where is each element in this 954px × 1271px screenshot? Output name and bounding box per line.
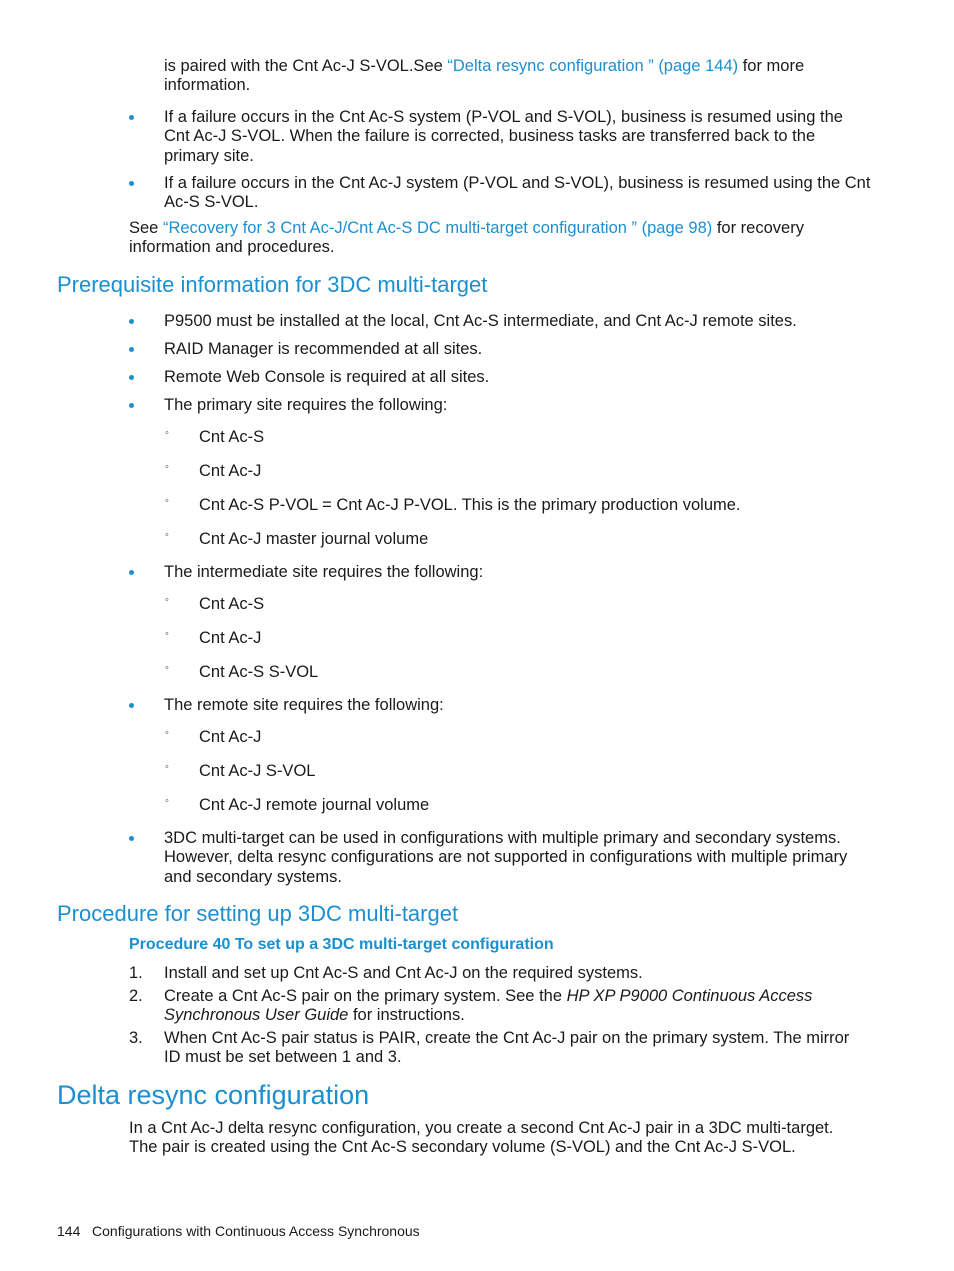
step-number: 3. [129,1029,143,1047]
sub-bullet-text: Cnt Ac-J [199,728,262,746]
sub-bullet-text: Cnt Ac-S S-VOL [199,663,319,681]
bullet-text: If a failure occurs in the Cnt Ac-S system (P-VOL and S-VOL), business is resumed using the [164,108,843,126]
sub-bullet-icon: ◦ [165,529,169,541]
heading-prerequisite: Prerequisite information for 3DC multi-target [57,272,488,297]
bullet-icon [129,347,134,352]
recovery-link[interactable]: “Recovery for 3 Cnt Ac-J/Cnt Ac-S DC multi-target configuration ” (page 98) [162,219,713,237]
sub-bullet-text: Cnt Ac-J remote journal volume [199,796,430,814]
bullet-text: The remote site requires the following: [164,696,444,714]
sub-bullet-text: Cnt Ac-J master journal volume [199,530,429,548]
bullet-text: If a failure occurs in the Cnt Ac-J system (P-VOL and S-VOL), business is resumed using the Cnt [164,174,871,192]
footer-title: Configurations with Continuous Access Synchronous [92,1223,420,1239]
guide-title: HP XP P9000 Continuous Access [566,987,813,1005]
step-text: When Cnt Ac-S pair status is PAIR, create the Cnt Ac-J pair on the primary system. The mirror [164,1029,850,1047]
bullet-text: 3DC multi-target can be used in configurations with multiple primary and secondary systems. [164,829,841,847]
intro-line-1: is paired with the Cnt Ac-J S-VOL.See “Delta resync configuration ” (page 144) for more [164,57,805,75]
heading-procedure: Procedure for setting up 3DC multi-target [57,901,459,926]
step-number: 2. [129,987,143,1005]
procedure-title: Procedure 40 To set up a 3DC multi-target configuration [129,936,554,953]
sub-bullet-icon: ◦ [165,662,169,674]
footer [57,1223,420,1239]
bullet-icon [129,115,134,120]
sub-bullet-text: Cnt Ac-J [199,629,262,647]
bullet-text: Ac-S S-VOL. [164,193,259,211]
sub-bullet-icon: ◦ [165,795,169,807]
sub-bullet-icon: ◦ [165,594,169,606]
bullet-text: The intermediate site requires the following: [164,563,484,581]
step-text: ID must be set between 1 and 3. [164,1048,402,1066]
step-text: Install and set up Cnt Ac-S and Cnt Ac-J on the required systems. [164,964,643,982]
bullet-icon [129,570,134,575]
bullet-icon [129,703,134,708]
delta-resync-link[interactable]: “Delta resync configuration ” (page 144) [447,57,739,75]
bullet-text: The primary site requires the following: [164,396,448,414]
bullet-icon [129,403,134,408]
sub-bullet-icon: ◦ [165,495,169,507]
bullet-text: and secondary systems. [164,868,342,886]
intro-line-2: information. [164,76,251,94]
sub-bullet-text: Cnt Ac-J [199,462,262,480]
bullet-icon [129,836,134,841]
bullet-text: Remote Web Console is required at all sites. [164,368,490,386]
page-number: 144 [57,1223,81,1239]
bullet-text: RAID Manager is recommended at all sites. [164,340,483,358]
bullet-icon [129,319,134,324]
bullet-icon [129,181,134,186]
see-recovery-line-2: information and procedures. [129,238,335,256]
sub-bullet-text: Cnt Ac-S [199,595,265,613]
guide-title: Synchronous User Guide [164,1006,349,1024]
sub-bullet-icon: ◦ [165,427,169,439]
bullet-text: Cnt Ac-J S-VOL. When the failure is corrected, business tasks are transferred back to the [164,127,816,145]
sub-bullet-icon: ◦ [165,628,169,640]
bullet-text: P9500 must be installed at the local, Cnt Ac-S intermediate, and Cnt Ac-J remote sites. [164,312,797,330]
sub-bullet-text: Cnt Ac-S P-VOL = Cnt Ac-J P-VOL. This is the primary production volume. [199,496,741,514]
step-text: Synchronous User Guide for instructions. [164,1006,465,1024]
bullet-text: primary site. [164,147,254,165]
sub-bullet-icon: ◦ [165,461,169,473]
sub-bullet-text: Cnt Ac-J S-VOL [199,762,316,780]
heading-delta-resync: Delta resync configuration [57,1080,370,1110]
sub-bullet-icon: ◦ [165,761,169,773]
bullet-icon [129,375,134,380]
step-text: Create a Cnt Ac-S pair on the primary system. See the HP XP P9000 Continuous Access [164,987,813,1005]
delta-paragraph-line: In a Cnt Ac-J delta resync configuration, you create a second Cnt Ac-J pair in a 3DC multi-target. [129,1119,834,1137]
sub-bullet-text: Cnt Ac-S [199,428,265,446]
see-recovery-line-1: See “Recovery for 3 Cnt Ac-J/Cnt Ac-S DC multi-target configuration ” (page 98) for recovery [129,219,804,237]
step-number: 1. [129,964,143,982]
bullet-text: However, delta resync configurations are not supported in configurations with multiple primary [164,848,848,866]
delta-paragraph-line: The pair is created using the Cnt Ac-S secondary volume (S-VOL) and the Cnt Ac-J S-VOL. [129,1138,796,1156]
sub-bullet-icon: ◦ [165,727,169,739]
